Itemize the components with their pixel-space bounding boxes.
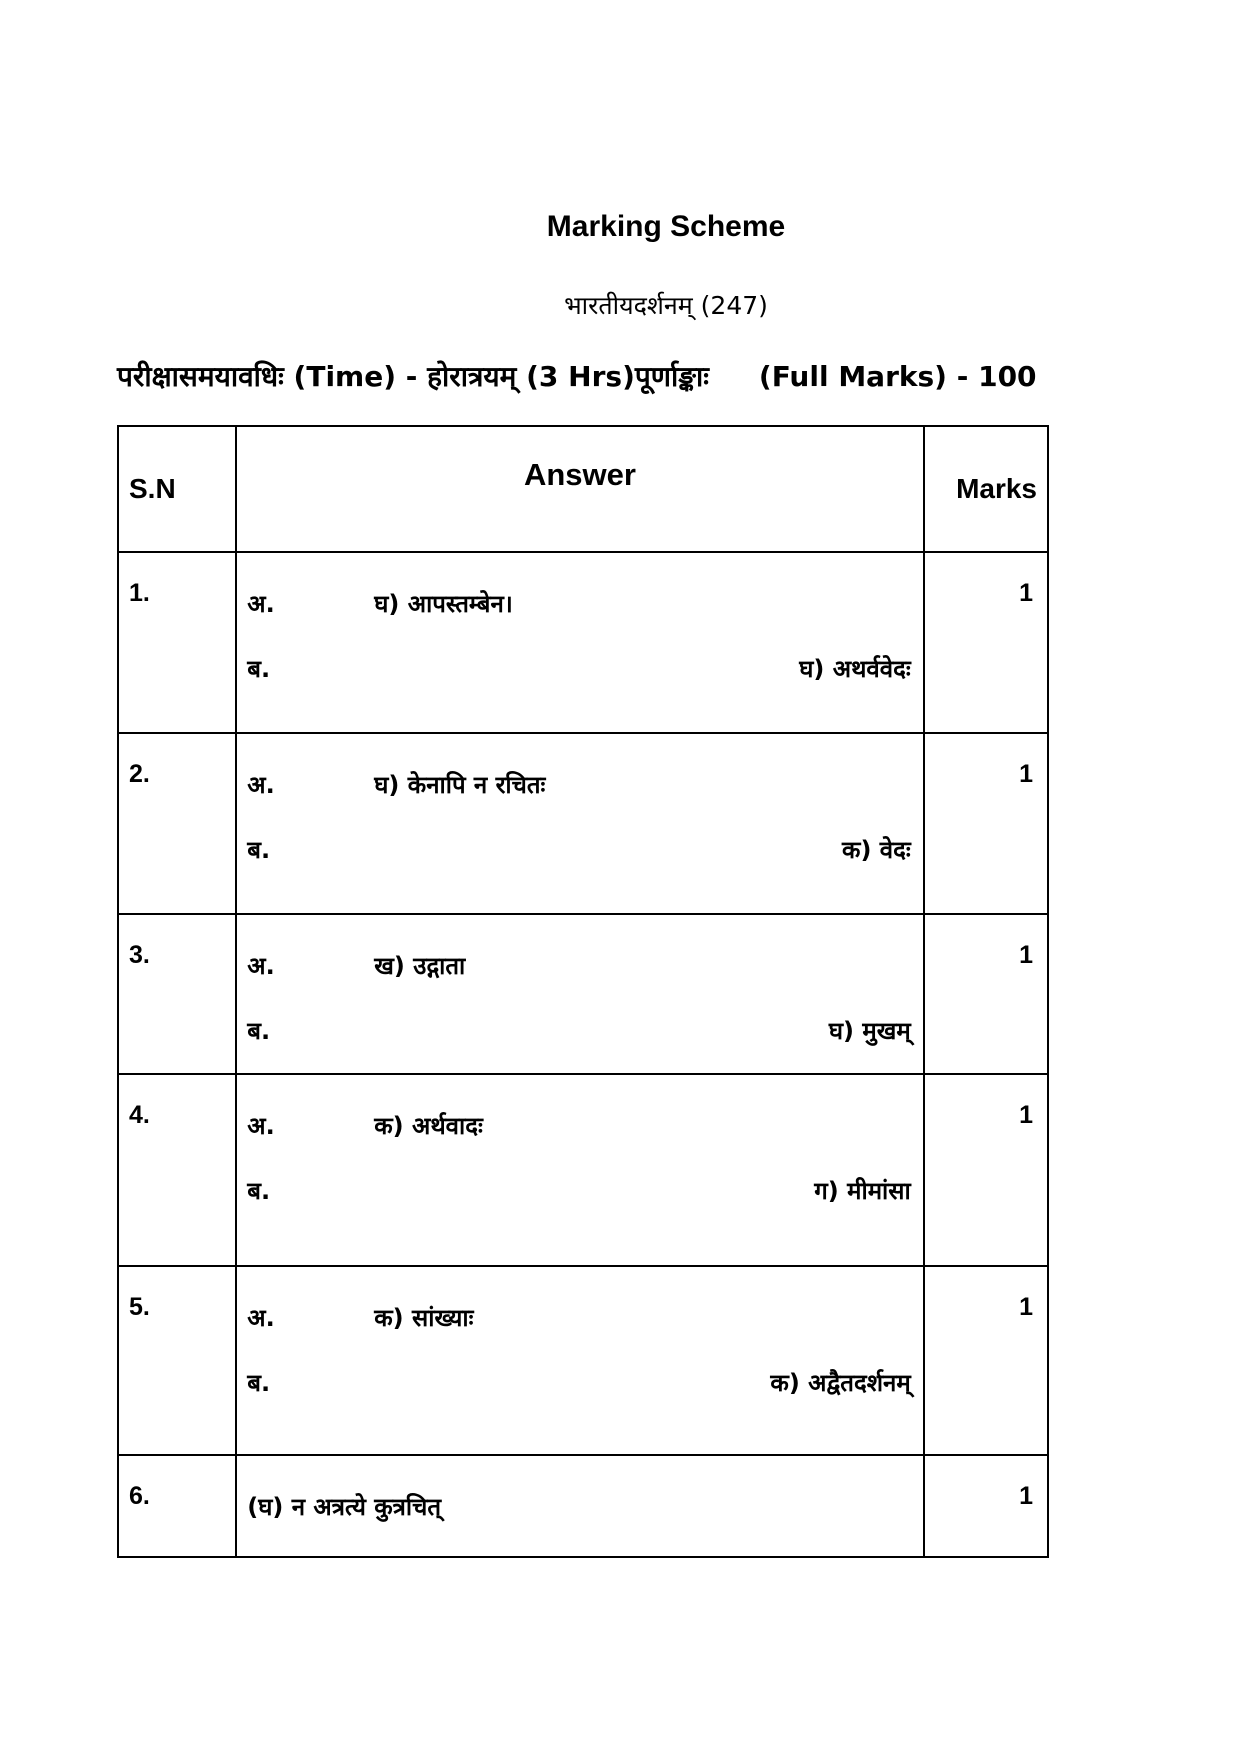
marking-scheme-table <box>117 425 1049 1558</box>
part-b-answer: घ) मुखम् <box>828 1017 911 1045</box>
header-sn: S.N <box>118 426 236 552</box>
part-b-label: ब. <box>247 1369 271 1397</box>
table-row <box>118 733 1048 914</box>
table-row <box>118 552 1048 733</box>
part-a-label: अ. <box>247 1112 275 1140</box>
part-b-label: ब. <box>247 1017 271 1045</box>
header-marks: Marks <box>924 426 1048 552</box>
table-header-row <box>118 426 1048 552</box>
part-a-label: अ. <box>247 590 275 618</box>
row-sn: 1. <box>118 552 236 733</box>
table-row <box>118 1074 1048 1266</box>
row-marks: 1 <box>924 552 1048 733</box>
document-title: Marking Scheme <box>546 210 786 243</box>
row-answer <box>236 914 923 1074</box>
row-sn: 5. <box>118 1266 236 1455</box>
row-marks: 1 <box>924 1455 1048 1557</box>
row-answer <box>236 733 923 914</box>
subject-heading: भारतीयदर्शनम् (247) <box>564 291 768 320</box>
exam-info-line <box>117 357 1117 395</box>
part-b-answer: क) अद्वैतदर्शनम् <box>770 1369 911 1397</box>
row-sn: 3. <box>118 914 236 1074</box>
header-answer-label: Answer <box>523 457 636 492</box>
row-marks: 1 <box>924 914 1048 1074</box>
part-b-answer: ग) मीमांसा <box>814 1177 911 1205</box>
table-row <box>118 914 1048 1074</box>
part-b-label: ब. <box>247 655 271 683</box>
row-answer <box>236 1074 923 1266</box>
row-sn: 6. <box>118 1455 236 1557</box>
time-label: परीक्षासमयावधिः (Time) - होरात्रयम् (3 Hrs)पूर्णाङ्काः <box>117 360 709 393</box>
single-answer: (घ) न अत्रत्ये कुत्रचित् <box>247 1493 442 1521</box>
row-marks: 1 <box>924 1074 1048 1266</box>
part-b-answer: घ) अथर्ववेदः <box>799 655 911 683</box>
header-answer <box>236 426 923 552</box>
part-a-label: अ. <box>247 952 275 980</box>
part-a-label: अ. <box>247 771 275 799</box>
row-answer <box>236 1266 923 1455</box>
part-a-answer: ख) उद्गाता <box>374 952 466 980</box>
row-sn: 2. <box>118 733 236 914</box>
part-b-label: ब. <box>247 1177 271 1205</box>
part-a-answer: घ) आपस्तम्बेन। <box>374 590 513 618</box>
row-marks: 1 <box>924 1266 1048 1455</box>
row-answer <box>236 552 923 733</box>
row-answer <box>236 1455 923 1557</box>
part-a-answer: क) अर्थवादः <box>374 1112 483 1140</box>
table-row <box>118 1455 1048 1557</box>
part-a-label: अ. <box>247 1304 275 1332</box>
full-marks-label: (Full Marks) - 100 <box>758 360 1037 393</box>
table-row <box>118 1266 1048 1455</box>
part-a-answer: क) सांख्याः <box>374 1304 474 1332</box>
row-sn: 4. <box>118 1074 236 1266</box>
part-b-label: ब. <box>247 836 271 864</box>
row-marks: 1 <box>924 733 1048 914</box>
part-a-answer: घ) केनापि न रचितः <box>374 771 546 799</box>
part-b-answer: क) वेदः <box>842 836 911 864</box>
